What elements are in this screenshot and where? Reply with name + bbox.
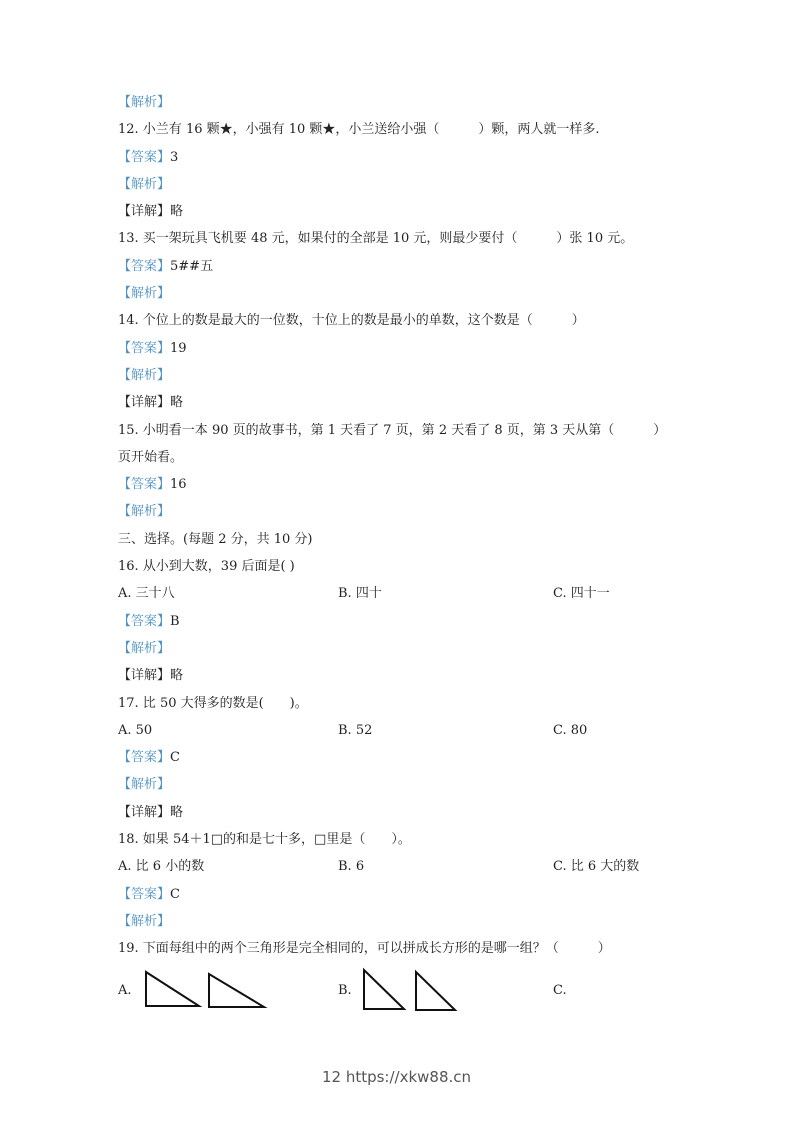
- detail-value: 略: [170, 804, 184, 820]
- question-13: 13. 买一架玩具飞机要 48 元，如果付的全部是 10 元，则最少要付（ ）张 10 元。: [118, 231, 634, 247]
- answer-label: 【答案】: [118, 613, 171, 629]
- question-16: 16. 从小到大数，39 后面是( ): [118, 559, 295, 575]
- analysis-label: 【解析】: [118, 640, 171, 656]
- answer-value: 19: [170, 340, 187, 356]
- answer-label: 【答案】: [118, 258, 171, 274]
- answer-label: 【答案】: [118, 340, 171, 356]
- analysis-label: 【解析】: [118, 367, 171, 383]
- option-c: C.: [553, 982, 567, 998]
- detail-label: 【详解】: [118, 668, 171, 684]
- answer-value: C: [170, 750, 180, 766]
- option-c: C. 比 6 大的数: [553, 859, 640, 875]
- option-c: C. 四十一: [553, 586, 610, 602]
- question-list: [118, 89, 678, 1023]
- question-18: 18. 如果 54＋1□的和是七十多，□里是（ ）。: [118, 832, 411, 848]
- question-19: 19. 下面每组中的两个三角形是完全相同的，可以拼成长方形的是哪一组？（ ）: [118, 941, 611, 957]
- option-b: B.: [338, 982, 352, 998]
- option-c: C. 80: [553, 722, 588, 738]
- detail-label: 【详解】: [118, 204, 171, 220]
- question-14: 14. 个位上的数是最大的一位数，十位上的数是最小的单数，这个数是（ ）: [118, 313, 585, 329]
- triangle-options: [118, 963, 678, 1023]
- answer-value: C: [170, 886, 180, 902]
- answer-label: 【答案】: [118, 750, 171, 766]
- option-b: B. 6: [338, 859, 365, 875]
- question-15: 15. 小明看一本 90 页的故事书，第 1 天看了 7 页，第 2 天看了 8 页，第 3 天从第（ ）: [118, 422, 667, 438]
- question-17: 17. 比 50 大得多的数是( )。: [118, 695, 308, 711]
- question-15-cont: 页开始看。: [118, 449, 184, 465]
- page-footer: 12 https://xkw88.cn: [321, 1068, 472, 1086]
- option-a: A. 50: [118, 722, 153, 738]
- analysis-label: 【解析】: [118, 504, 171, 520]
- analysis-label: 【解析】: [118, 286, 171, 302]
- options: [118, 580, 678, 607]
- detail-label: 【详解】: [118, 395, 171, 411]
- answer-value: 16: [170, 477, 187, 493]
- answer-value: 5##五: [170, 258, 214, 274]
- triangle-pair-b-image: [361, 967, 471, 1015]
- triangle-pair-a-image: [143, 969, 313, 1013]
- question-12: 12. 小兰有 16 颗★，小强有 10 颗★，小兰送给小强（ ）颗，两人就一样多.: [118, 122, 600, 138]
- analysis-label: 【解析】: [118, 777, 171, 793]
- option-a: A. 比 6 小的数: [118, 859, 205, 875]
- option-b: B. 四十: [338, 586, 382, 602]
- analysis-label: 【解析】: [118, 913, 171, 929]
- answer-label: 【答案】: [118, 149, 171, 165]
- options: [118, 717, 678, 744]
- option-b: B. 52: [338, 722, 373, 738]
- answer-value: 3: [170, 149, 179, 165]
- option-a: A. 三十八: [118, 586, 175, 602]
- section-heading: 三、选择。(每题 2 分，共 10 分): [118, 531, 313, 547]
- analysis-label: 【解析】: [118, 95, 171, 110]
- detail-value: 略: [170, 395, 184, 411]
- option-a: A.: [118, 982, 132, 998]
- answer-label: 【答案】: [118, 886, 171, 902]
- detail-value: 略: [170, 204, 184, 220]
- analysis-label: 【解析】: [118, 176, 171, 192]
- answer-value: B: [170, 613, 180, 629]
- answer-label: 【答案】: [118, 477, 171, 493]
- options: [118, 853, 678, 880]
- detail-value: 略: [170, 668, 184, 684]
- detail-label: 【详解】: [118, 804, 171, 820]
